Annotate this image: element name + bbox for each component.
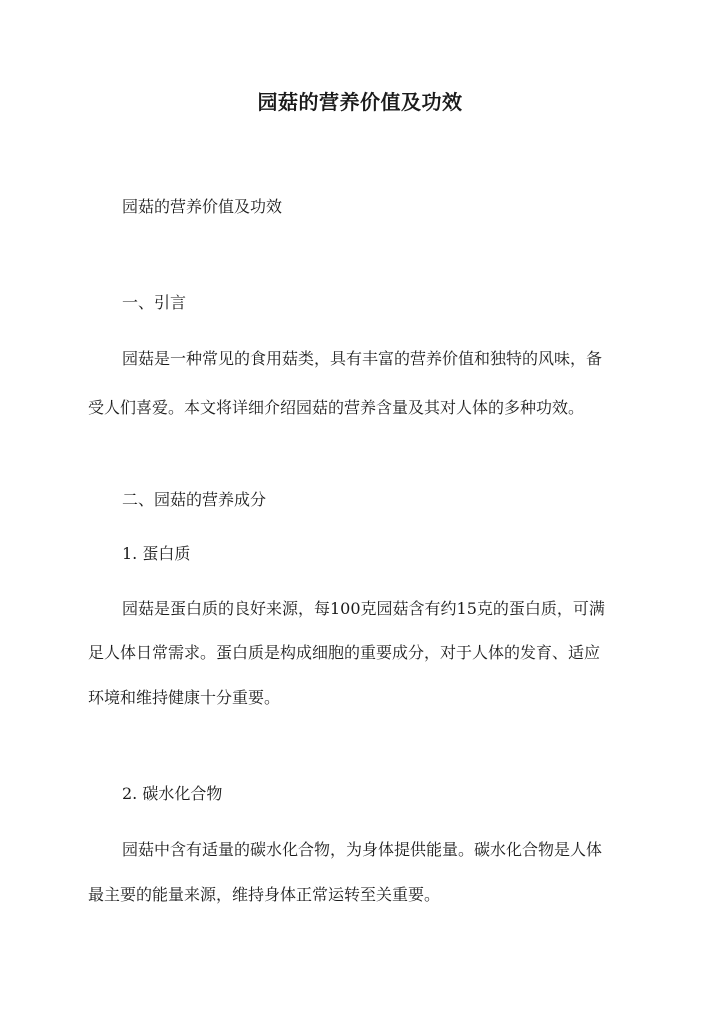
paragraph-line: 环境和维持健康十分重要。 [88,688,281,707]
paragraph-line: 园菇中含有适量的碳水化合物，为身体提供能量。碳水化合物是人体 [122,840,603,859]
section-heading-nutrition: 二、园菇的营养成分 [122,490,267,509]
document-subtitle: 园菇的营养价值及功效 [122,197,283,216]
section-heading-intro: 一、引言 [122,293,187,312]
subsection-heading-protein: 1. 蛋白质 [122,544,191,563]
paragraph-line: 最主要的能量来源，维持身体正常运转至关重要。 [88,885,441,904]
subsection-heading-carbohydrates: 2. 碳水化合物 [122,784,223,803]
paragraph-line: 受人们喜爱。本文将详细介绍园菇的营养含量及其对人体的多种功效。 [88,398,585,417]
document-title: 园菇的营养价值及功效 [257,90,463,114]
paragraph-line: 园菇是蛋白质的良好来源，每100克园菇含有约15克的蛋白质，可满 [122,599,605,618]
paragraph-line: 园菇是一种常见的食用菇类，具有丰富的营养价值和独特的风味，备 [122,349,603,368]
paragraph-line: 足人体日常需求。蛋白质是构成细胞的重要成分，对于人体的发育、适应 [88,643,601,662]
